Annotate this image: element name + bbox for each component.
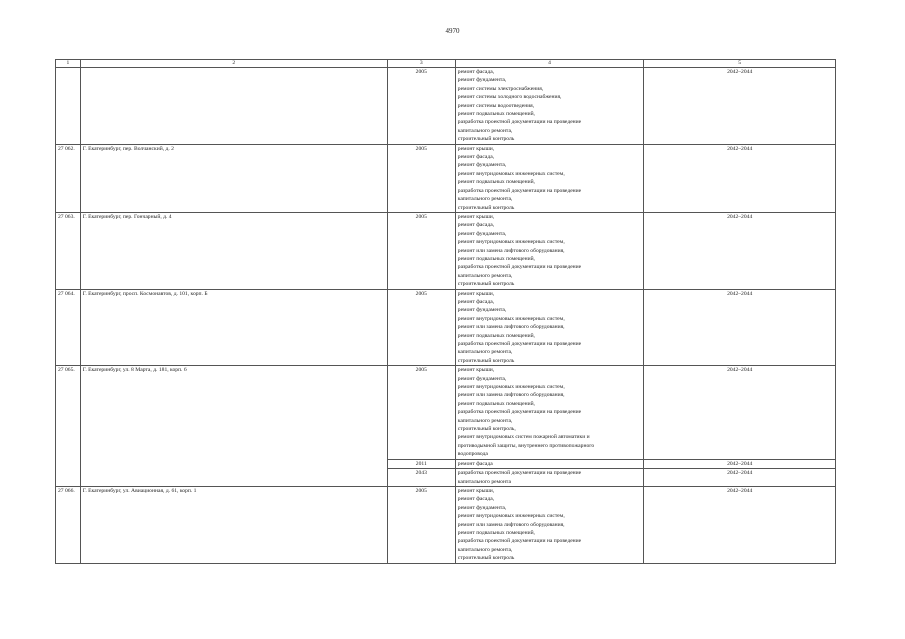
- repair-work-item: ремонт системы водоотведения,: [457, 102, 535, 109]
- repair-work-item: ремонт подвальных помещений,: [457, 400, 535, 407]
- repair-work-item: ремонт фасада: [457, 460, 493, 467]
- repair-work-item: разработка проектной документации на проведение: [457, 341, 582, 347]
- repair-work-item: ремонт фундамента,: [457, 162, 507, 169]
- building-address: Г. Екатеринбург, пер. Гончарный, д. 4: [80, 212, 387, 289]
- building-address: Г. Екатеринбург, ул. Авиационная, д. 61, корп. 1: [80, 486, 387, 563]
- table-row: [56, 144, 836, 212]
- repair-work-item: ремонт фасада,: [457, 496, 495, 503]
- repair-work-item: ремонт фундамента,: [457, 307, 507, 314]
- repair-work-item: ремонт крыши,: [457, 145, 495, 152]
- row-number: 27 063.: [56, 212, 81, 289]
- row-number: 27 062.: [56, 144, 81, 212]
- repair-work-item: капитального ремонта,: [457, 546, 513, 553]
- repair-work-item: ремонт фундамента,: [457, 504, 507, 511]
- building-address: [80, 68, 387, 145]
- repair-work-item: ремонт или замена лифтового оборудования,: [457, 392, 565, 399]
- repair-works: [455, 212, 644, 289]
- repair-works: [455, 289, 644, 366]
- repair-work-item: разработка проектной документации на проведение: [457, 264, 582, 271]
- construction-year: 2005: [387, 289, 455, 366]
- table-body: [56, 68, 836, 564]
- repair-work-item: строительный контроль,: [457, 426, 516, 433]
- repair-work-item: разработка проектной документации на проведение: [457, 470, 582, 477]
- repair-work-item: ремонт крыши,: [457, 213, 495, 220]
- repair-work-item: разработка проектной документации на проведение: [457, 538, 582, 545]
- column-header-1: 1: [56, 60, 81, 68]
- repair-period: 2042–2044: [644, 469, 836, 487]
- repair-period: 2042–2044: [644, 289, 836, 366]
- building-address: Г. Екатеринбург, пер. Волчанский, д. 2: [80, 144, 387, 212]
- construction-year: 2011: [387, 459, 455, 468]
- repair-works: [455, 459, 644, 468]
- construction-year: 2043: [387, 469, 455, 487]
- repair-work-item: противодымной защиты, внутреннего противопожарного: [457, 442, 595, 449]
- construction-year: 2005: [387, 366, 455, 459]
- repair-work-item: капитального ремонта,: [457, 272, 513, 279]
- column-header-2: 2: [80, 60, 387, 68]
- repair-work-item: ремонт фасада,: [457, 69, 495, 75]
- building-address: Г. Екатеринбург, ул. 8 Марта, д. 181, корп. 6: [80, 366, 387, 487]
- repair-works: [455, 366, 644, 459]
- column-header-5: 5: [644, 60, 836, 68]
- capital-repair-table: [55, 59, 836, 564]
- repair-period: 2042–2044: [644, 366, 836, 459]
- construction-year: 2005: [387, 68, 455, 145]
- column-header-4: 4: [455, 60, 644, 68]
- repair-work-item: разработка проектной документации на проведение: [457, 119, 582, 126]
- row-number: [56, 68, 81, 145]
- repair-work-item: капитального ремонта,: [457, 349, 513, 356]
- repair-period: 2042–2044: [644, 68, 836, 145]
- repair-work-item: капитального ремонта,: [457, 127, 513, 134]
- repair-work-item: ремонт фасада,: [457, 154, 495, 161]
- repair-work-item: ремонт подвальных помещений,: [457, 111, 535, 118]
- construction-year: 2005: [387, 212, 455, 289]
- header-row: [56, 60, 836, 68]
- repair-work-item: ремонт крыши,: [457, 487, 495, 494]
- repair-works: [455, 469, 644, 487]
- repair-works: [455, 486, 644, 563]
- repair-work-item: ремонт крыши,: [457, 367, 495, 374]
- repair-work-item: строительный контроль: [457, 555, 515, 562]
- repair-work-item: ремонт или замена лифтового оборудования,: [457, 324, 565, 331]
- repair-work-item: разработка проектной документации на проведение: [457, 409, 582, 416]
- repair-work-item: строительный контроль: [457, 281, 515, 288]
- repair-work-item: строительный контроль: [457, 204, 515, 211]
- repair-work-item: ремонт или замена лифтового оборудования,: [457, 247, 565, 254]
- repair-work-item: ремонт системы холодного водоснабжения,: [457, 94, 562, 101]
- repair-work-item: ремонт фундамента,: [457, 77, 507, 84]
- repair-work-item: ремонт крыши,: [457, 290, 495, 297]
- construction-year: 2005: [387, 486, 455, 563]
- repair-period: 2042–2044: [644, 212, 836, 289]
- page-number: 4970: [445, 27, 460, 35]
- repair-work-item: ремонт подвальных помещений,: [457, 255, 535, 262]
- repair-work-item: ремонт внутридомовых инженерных систем,: [457, 384, 565, 391]
- repair-work-item: ремонт внутридомовых инженерных систем,: [457, 513, 565, 520]
- construction-year: 2005: [387, 144, 455, 212]
- row-number: 27 065.: [56, 366, 81, 487]
- repair-work-item: ремонт внутридомовых инженерных систем,: [457, 239, 565, 246]
- repair-work-item: ремонт подвальных помещений,: [457, 332, 535, 339]
- table-row: [56, 212, 836, 289]
- repair-work-item: капитального ремонта: [457, 478, 511, 485]
- repair-period: 2042–2044: [644, 144, 836, 212]
- repair-work-item: ремонт системы электроснабжения,: [457, 85, 544, 92]
- row-number: 27 066.: [56, 486, 81, 563]
- row-number: 27 064.: [56, 289, 81, 366]
- repair-work-item: строительный контроль: [457, 357, 515, 364]
- repair-work-item: ремонт или замена лифтового оборудования,: [457, 521, 565, 528]
- table-row: [56, 289, 836, 366]
- repair-work-item: капитального ремонта,: [457, 417, 513, 424]
- repair-works: [455, 144, 644, 212]
- repair-period: 2042–2044: [644, 459, 836, 468]
- building-address: Г. Екатеринбург, просп. Космонавтов, д. 101, корп. Б: [80, 289, 387, 366]
- table-row: [56, 68, 836, 145]
- repair-work-item: ремонт внутридомовых инженерных систем,: [457, 315, 565, 322]
- repair-work-item: водопровода: [457, 451, 488, 458]
- repair-work-item: ремонт подвальных помещений,: [457, 179, 535, 186]
- repair-work-item: ремонт внутридомовых инженерных систем,: [457, 170, 565, 177]
- repair-work-item: капитального ремонта,: [457, 196, 513, 203]
- repair-work-item: ремонт внутридомовых систем пожарной автоматики и: [457, 434, 590, 441]
- repair-work-item: ремонт фундамента,: [457, 230, 507, 237]
- repair-period: 2042–2044: [644, 486, 836, 563]
- column-header-3: 3: [387, 60, 455, 68]
- table-row: [56, 486, 836, 563]
- repair-work-item: ремонт фасада,: [457, 222, 495, 229]
- repair-work-item: строительный контроль: [457, 136, 515, 143]
- repair-works: [455, 68, 644, 145]
- repair-work-item: ремонт фундамента,: [457, 375, 507, 382]
- repair-work-item: разработка проектной документации на проведение: [457, 187, 582, 194]
- repair-work-item: ремонт подвальных помещений,: [457, 529, 535, 536]
- repair-work-item: ремонт фасада,: [457, 298, 495, 305]
- table-row: [56, 366, 836, 459]
